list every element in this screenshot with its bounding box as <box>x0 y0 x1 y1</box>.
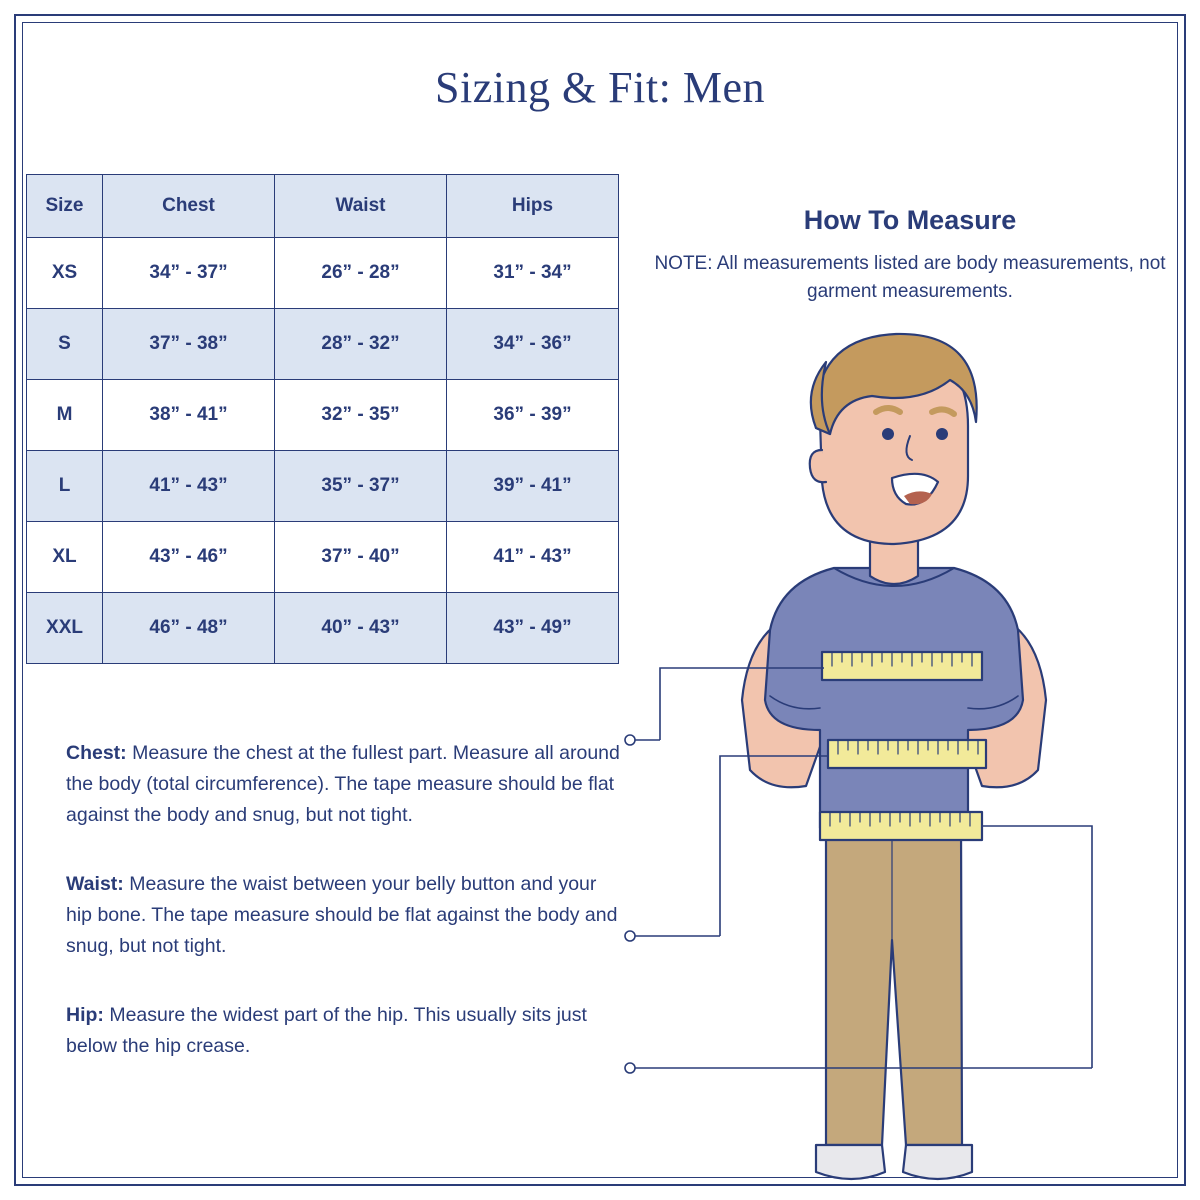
table-row <box>27 451 619 522</box>
cell-hips: 34” - 36” <box>447 309 619 380</box>
male-figure-illustration <box>620 300 1190 1200</box>
cell-size: L <box>27 451 103 522</box>
cell-waist: 32” - 35” <box>275 380 447 451</box>
cell-waist: 26” - 28” <box>275 238 447 309</box>
cell-size: XXL <box>27 593 103 664</box>
shoe-left <box>816 1145 885 1179</box>
cell-hips: 31” - 34” <box>447 238 619 309</box>
cell-waist: 37” - 40” <box>275 522 447 593</box>
cell-size: M <box>27 380 103 451</box>
waist-tape <box>828 740 986 768</box>
cell-chest: 34” - 37” <box>103 238 275 309</box>
table-row <box>27 380 619 451</box>
cell-chest: 38” - 41” <box>103 380 275 451</box>
table-row <box>27 238 619 309</box>
instruction-waist-text: Measure the waist between your belly button and your hip bone. The tape measure should be flat against the body and snug, but not tight. <box>66 872 618 957</box>
cell-size: S <box>27 309 103 380</box>
how-to-measure-note: NOTE: All measurements listed are body measurements, not garment measurements. <box>654 253 1166 302</box>
column-header-waist: Waist <box>275 175 447 238</box>
cell-hips: 41” - 43” <box>447 522 619 593</box>
pants <box>826 820 962 1145</box>
cell-waist: 28” - 32” <box>275 309 447 380</box>
cell-chest: 46” - 48” <box>103 593 275 664</box>
table-header-row <box>27 175 619 238</box>
instruction-chest-text: Measure the chest at the fullest part. Measure all around the body (total circumference). The tape measure should be flat against the body and snug, but not tight. <box>66 741 620 826</box>
eye-right <box>936 428 948 440</box>
table-row <box>27 522 619 593</box>
chest-tape <box>822 652 982 680</box>
hip-tape <box>820 812 982 840</box>
instruction-waist <box>66 869 626 962</box>
size-chart-table <box>26 174 619 664</box>
cell-hips: 36” - 39” <box>447 380 619 451</box>
cell-chest: 41” - 43” <box>103 451 275 522</box>
cell-chest: 43” - 46” <box>103 522 275 593</box>
cell-hips: 39” - 41” <box>447 451 619 522</box>
cell-waist: 40” - 43” <box>275 593 447 664</box>
instruction-waist-label: Waist: <box>66 872 124 895</box>
table-row <box>27 593 619 664</box>
column-header-size: Size <box>27 175 103 238</box>
eye-left <box>882 428 894 440</box>
instruction-chest <box>66 738 626 831</box>
page-title: Sizing & Fit: Men <box>435 63 765 112</box>
cell-size: XL <box>27 522 103 593</box>
table-row <box>27 309 619 380</box>
cell-chest: 37” - 38” <box>103 309 275 380</box>
cell-waist: 35” - 37” <box>275 451 447 522</box>
instruction-hip <box>66 1000 626 1062</box>
cell-size: XS <box>27 238 103 309</box>
shoe-right <box>903 1145 972 1179</box>
measuring-instructions <box>66 718 626 1100</box>
shirt <box>765 568 1023 828</box>
instruction-chest-label: Chest: <box>66 741 127 764</box>
how-to-measure-heading: How To Measure <box>803 205 1017 235</box>
column-header-chest: Chest <box>103 175 275 238</box>
instruction-hip-label: Hip: <box>66 1003 104 1026</box>
cell-hips: 43” - 49” <box>447 593 619 664</box>
column-header-hips: Hips <box>447 175 619 238</box>
instruction-hip-text: Measure the widest part of the hip. This usually sits just below the hip crease. <box>66 1003 587 1057</box>
